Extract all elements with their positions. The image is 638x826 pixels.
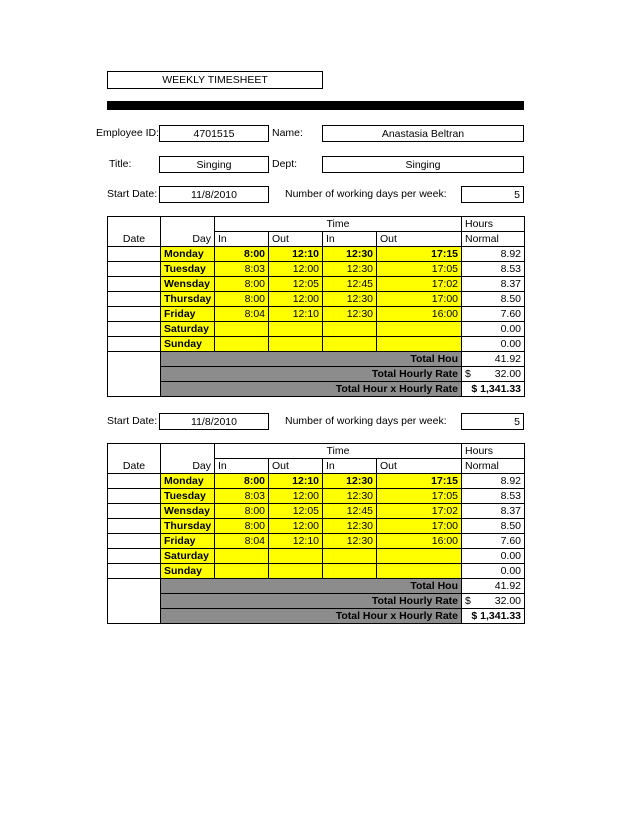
day-cell: Saturday bbox=[161, 322, 215, 337]
table-row bbox=[108, 247, 525, 262]
table-row bbox=[108, 504, 525, 519]
time-in-cell[interactable]: 8:04 bbox=[215, 534, 269, 549]
timesheet-table bbox=[107, 216, 525, 397]
employee-id-field[interactable]: 4701515 bbox=[159, 125, 269, 142]
time-in-cell[interactable]: 8:00 bbox=[215, 277, 269, 292]
total-hours-row bbox=[108, 579, 525, 594]
time-out-cell[interactable] bbox=[269, 322, 323, 337]
time-in-cell[interactable]: 12:30 bbox=[323, 534, 377, 549]
timesheet-title: WEEKLY TIMESHEET bbox=[107, 71, 323, 89]
day-cell: Wensday bbox=[161, 277, 215, 292]
table-row bbox=[108, 519, 525, 534]
day-cell: Monday bbox=[161, 474, 215, 489]
time-out-cell[interactable] bbox=[269, 337, 323, 352]
date-cell[interactable] bbox=[108, 307, 161, 322]
time-in-cell[interactable]: 12:45 bbox=[323, 504, 377, 519]
time-in-cell[interactable] bbox=[215, 322, 269, 337]
time-out-cell[interactable]: 17:05 bbox=[377, 262, 462, 277]
day-cell: Saturday bbox=[161, 549, 215, 564]
time-out-cell[interactable]: 16:00 bbox=[377, 307, 462, 322]
name-label: Name: bbox=[272, 127, 303, 139]
title-label: Title: bbox=[109, 158, 132, 170]
date-cell[interactable] bbox=[108, 262, 161, 277]
day-header: Day bbox=[161, 232, 215, 247]
date-cell[interactable] bbox=[108, 292, 161, 307]
time-out-cell[interactable]: 12:00 bbox=[269, 519, 323, 534]
table-row bbox=[108, 564, 525, 579]
time-in-cell[interactable]: 12:30 bbox=[323, 262, 377, 277]
time-in-cell[interactable] bbox=[215, 549, 269, 564]
time-in-cell[interactable] bbox=[323, 322, 377, 337]
header-row-time bbox=[108, 217, 525, 232]
time-in-cell[interactable]: 8:00 bbox=[215, 247, 269, 262]
time-in-cell[interactable]: 8:04 bbox=[215, 307, 269, 322]
time-header: Time bbox=[215, 444, 462, 459]
time-out-cell[interactable]: 12:00 bbox=[269, 262, 323, 277]
total-pay-label: Total Hour x Hourly Rate bbox=[161, 382, 462, 397]
total-pay-row bbox=[108, 609, 525, 624]
title-field[interactable]: Singing bbox=[159, 156, 269, 173]
currency-symbol: $ bbox=[465, 368, 471, 380]
total-pay-row bbox=[108, 382, 525, 397]
hourly-rate-cell[interactable] bbox=[462, 594, 525, 609]
time-in-cell[interactable]: 8:00 bbox=[215, 504, 269, 519]
hours-cell: 0.00 bbox=[462, 337, 525, 352]
day-cell: Tuesday bbox=[161, 489, 215, 504]
hours-cell: 7.60 bbox=[462, 307, 525, 322]
hours-header: Hours bbox=[462, 444, 525, 459]
in-header: In bbox=[323, 459, 377, 474]
time-out-cell[interactable]: 12:10 bbox=[269, 247, 323, 262]
date-cell[interactable] bbox=[108, 247, 161, 262]
hours-cell: 8.37 bbox=[462, 277, 525, 292]
date-cell[interactable] bbox=[108, 549, 161, 564]
time-out-cell[interactable]: 16:00 bbox=[377, 534, 462, 549]
hours-cell: 7.60 bbox=[462, 534, 525, 549]
out-header: Out bbox=[269, 232, 323, 247]
time-out-cell[interactable] bbox=[269, 549, 323, 564]
date-cell[interactable] bbox=[108, 504, 161, 519]
total-hours-value: 41.92 bbox=[462, 352, 525, 367]
day-cell: Sunday bbox=[161, 564, 215, 579]
hours-cell: 8.92 bbox=[462, 474, 525, 489]
table-row bbox=[108, 322, 525, 337]
dept-field[interactable]: Singing bbox=[322, 156, 524, 173]
time-out-cell[interactable]: 17:05 bbox=[377, 489, 462, 504]
date-cell[interactable] bbox=[108, 489, 161, 504]
total-hours-row bbox=[108, 352, 525, 367]
working-days-field[interactable]: 5 bbox=[461, 186, 524, 203]
start-date-field[interactable]: 11/8/2010 bbox=[159, 186, 269, 203]
time-in-cell[interactable]: 8:03 bbox=[215, 262, 269, 277]
date-cell[interactable] bbox=[108, 564, 161, 579]
time-in-cell[interactable]: 8:00 bbox=[215, 519, 269, 534]
time-out-cell[interactable] bbox=[377, 322, 462, 337]
time-out-cell[interactable] bbox=[377, 337, 462, 352]
time-in-cell[interactable]: 12:30 bbox=[323, 307, 377, 322]
hours-cell: 0.00 bbox=[462, 322, 525, 337]
hourly-rate-row bbox=[108, 594, 525, 609]
out-header: Out bbox=[377, 459, 462, 474]
date-cell[interactable] bbox=[108, 322, 161, 337]
out-header: Out bbox=[269, 459, 323, 474]
time-out-cell[interactable]: 17:00 bbox=[377, 292, 462, 307]
time-in-cell[interactable]: 12:30 bbox=[323, 247, 377, 262]
time-out-cell[interactable]: 12:00 bbox=[269, 292, 323, 307]
in-header: In bbox=[215, 232, 269, 247]
header-row-time bbox=[108, 444, 525, 459]
dept-label: Dept: bbox=[272, 158, 298, 170]
time-out-cell[interactable]: 17:02 bbox=[377, 277, 462, 292]
day-cell: Thursday bbox=[161, 292, 215, 307]
day-cell: Wensday bbox=[161, 504, 215, 519]
working-days-label: Number of working days per week: bbox=[285, 188, 447, 200]
time-in-cell[interactable]: 8:00 bbox=[215, 292, 269, 307]
day-cell: Tuesday bbox=[161, 262, 215, 277]
day-header: Day bbox=[161, 459, 215, 474]
total-pay-value: $ 1,341.33 bbox=[462, 609, 525, 624]
table-row bbox=[108, 337, 525, 352]
hourly-rate-label: Total Hourly Rate bbox=[161, 594, 462, 609]
table-row bbox=[108, 262, 525, 277]
employee-id-label: Employee ID: bbox=[96, 127, 160, 139]
total-hours-label: Total Hou bbox=[161, 352, 462, 367]
time-in-cell[interactable]: 12:30 bbox=[323, 474, 377, 489]
time-out-cell[interactable]: 12:05 bbox=[269, 277, 323, 292]
day-cell: Friday bbox=[161, 534, 215, 549]
working-days-field[interactable]: 5 bbox=[461, 413, 524, 430]
time-out-cell[interactable]: 12:00 bbox=[269, 489, 323, 504]
hours-cell: 8.50 bbox=[462, 292, 525, 307]
time-out-cell[interactable]: 17:00 bbox=[377, 519, 462, 534]
hours-cell: 0.00 bbox=[462, 564, 525, 579]
time-header: Time bbox=[215, 217, 462, 232]
hours-cell: 0.00 bbox=[462, 549, 525, 564]
hourly-rate-value: 32.00 bbox=[494, 368, 522, 380]
time-in-cell[interactable] bbox=[215, 337, 269, 352]
date-cell[interactable] bbox=[108, 534, 161, 549]
table-row bbox=[108, 549, 525, 564]
total-hours-value: 41.92 bbox=[462, 579, 525, 594]
normal-header: Normal bbox=[462, 232, 525, 247]
in-header: In bbox=[215, 459, 269, 474]
start-date-label: Start Date: bbox=[107, 415, 158, 427]
time-out-cell[interactable]: 17:15 bbox=[377, 247, 462, 262]
currency-symbol: $ bbox=[465, 595, 471, 607]
hourly-rate-cell[interactable] bbox=[462, 367, 525, 382]
total-pay-value: $ 1,341.33 bbox=[462, 382, 525, 397]
time-out-cell[interactable] bbox=[269, 564, 323, 579]
table-row bbox=[108, 474, 525, 489]
total-hours-label: Total Hou bbox=[161, 579, 462, 594]
time-in-cell[interactable] bbox=[323, 564, 377, 579]
hourly-rate-row bbox=[108, 367, 525, 382]
time-in-cell[interactable]: 12:45 bbox=[323, 277, 377, 292]
timesheet-table bbox=[107, 443, 525, 624]
time-out-cell[interactable] bbox=[377, 564, 462, 579]
date-header: Date bbox=[108, 459, 161, 474]
start-date-label: Start Date: bbox=[107, 188, 158, 200]
hours-cell: 8.92 bbox=[462, 247, 525, 262]
name-field[interactable]: Anastasia Beltran bbox=[322, 125, 524, 142]
day-cell: Thursday bbox=[161, 519, 215, 534]
date-cell[interactable] bbox=[108, 519, 161, 534]
hours-cell: 8.37 bbox=[462, 504, 525, 519]
working-days-label: Number of working days per week: bbox=[285, 415, 447, 427]
out-header: Out bbox=[377, 232, 462, 247]
date-cell[interactable] bbox=[108, 474, 161, 489]
total-pay-label: Total Hour x Hourly Rate bbox=[161, 609, 462, 624]
table-row bbox=[108, 307, 525, 322]
time-out-cell[interactable]: 12:10 bbox=[269, 534, 323, 549]
hours-cell: 8.53 bbox=[462, 489, 525, 504]
date-header: Date bbox=[108, 232, 161, 247]
normal-header: Normal bbox=[462, 459, 525, 474]
header-divider bbox=[107, 101, 524, 110]
time-out-cell[interactable]: 12:10 bbox=[269, 474, 323, 489]
header-row-columns bbox=[108, 459, 525, 474]
table-row bbox=[108, 489, 525, 504]
time-in-cell[interactable]: 12:30 bbox=[323, 489, 377, 504]
time-in-cell[interactable] bbox=[323, 337, 377, 352]
table-row bbox=[108, 292, 525, 307]
time-in-cell[interactable]: 8:03 bbox=[215, 489, 269, 504]
hours-cell: 8.53 bbox=[462, 262, 525, 277]
header-row-columns bbox=[108, 232, 525, 247]
start-date-field[interactable]: 11/8/2010 bbox=[159, 413, 269, 430]
time-in-cell[interactable] bbox=[215, 564, 269, 579]
time-in-cell[interactable]: 12:30 bbox=[323, 292, 377, 307]
time-in-cell[interactable] bbox=[323, 549, 377, 564]
time-out-cell[interactable] bbox=[377, 549, 462, 564]
day-cell: Sunday bbox=[161, 337, 215, 352]
in-header: In bbox=[323, 232, 377, 247]
table-row bbox=[108, 277, 525, 292]
time-out-cell[interactable]: 12:10 bbox=[269, 307, 323, 322]
hours-cell: 8.50 bbox=[462, 519, 525, 534]
day-cell: Monday bbox=[161, 247, 215, 262]
hourly-rate-value: 32.00 bbox=[494, 595, 522, 607]
table-row bbox=[108, 534, 525, 549]
day-cell: Friday bbox=[161, 307, 215, 322]
date-cell[interactable] bbox=[108, 277, 161, 292]
time-out-cell[interactable]: 17:15 bbox=[377, 474, 462, 489]
time-in-cell[interactable]: 12:30 bbox=[323, 519, 377, 534]
time-in-cell[interactable]: 8:00 bbox=[215, 474, 269, 489]
hourly-rate-label: Total Hourly Rate bbox=[161, 367, 462, 382]
hours-header: Hours bbox=[462, 217, 525, 232]
time-out-cell[interactable]: 12:05 bbox=[269, 504, 323, 519]
time-out-cell[interactable]: 17:02 bbox=[377, 504, 462, 519]
date-cell[interactable] bbox=[108, 337, 161, 352]
